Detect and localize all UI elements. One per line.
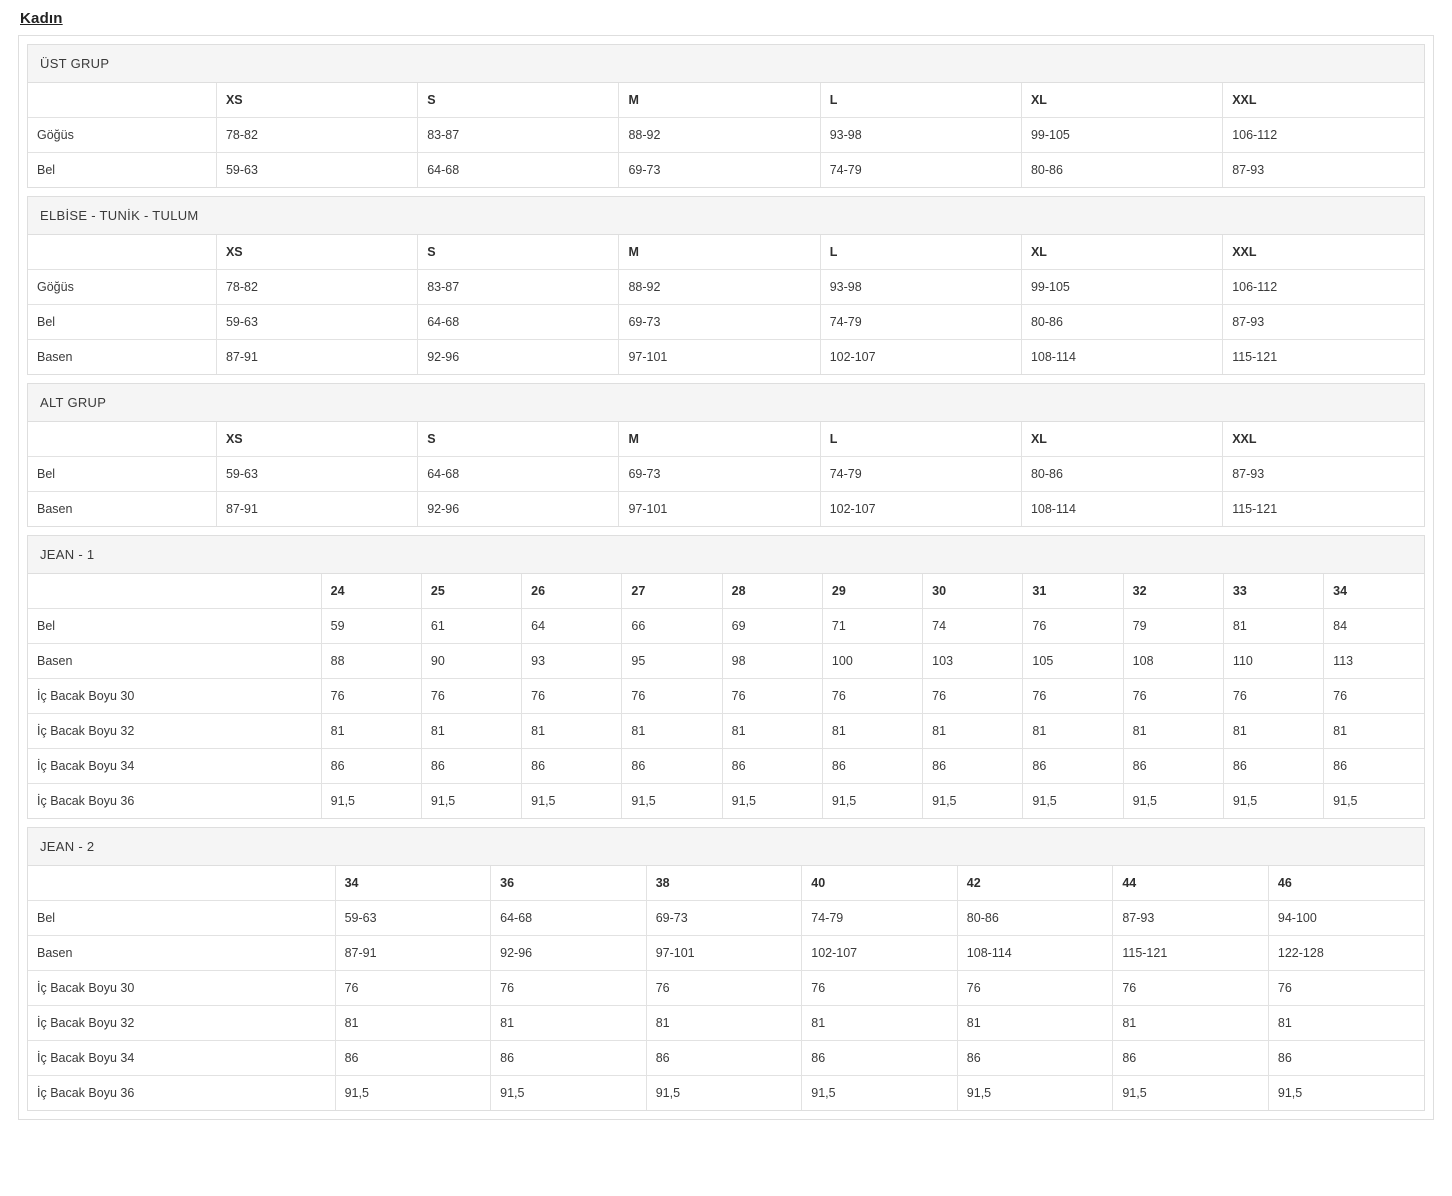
column-header: XL: [1021, 422, 1222, 457]
column-header: 40: [802, 866, 958, 901]
table-row: [28, 1076, 1424, 1111]
measurement-cell: 76: [822, 679, 922, 714]
measurement-cell: 115-121: [1113, 936, 1269, 971]
measurement-cell: 74-79: [820, 305, 1021, 340]
measurement-cell: 86: [421, 749, 521, 784]
column-header: L: [820, 422, 1021, 457]
measurement-cell: 106-112: [1223, 118, 1424, 153]
column-header: XXL: [1223, 422, 1424, 457]
row-label: Basen: [28, 936, 335, 971]
table-row: [28, 340, 1424, 375]
row-label: İç Bacak Boyu 34: [28, 1041, 335, 1076]
measurement-cell: 91,5: [491, 1076, 647, 1111]
measurement-cell: 81: [646, 1006, 802, 1041]
table-corner-cell: [28, 422, 216, 457]
column-header: XL: [1021, 235, 1222, 270]
measurement-cell: 66: [622, 609, 722, 644]
measurement-cell: 80-86: [1021, 305, 1222, 340]
column-header: 31: [1023, 574, 1123, 609]
measurement-cell: 78-82: [216, 270, 417, 305]
measurement-cell: 105: [1023, 644, 1123, 679]
measurement-cell: 69: [722, 609, 822, 644]
measurement-cell: 81: [622, 714, 722, 749]
measurement-cell: 81: [1223, 714, 1323, 749]
measurement-cell: 87-93: [1232, 163, 1265, 177]
table-row: [28, 749, 1424, 784]
measurement-cell: 86: [646, 1041, 802, 1076]
panel-header-ust-grup: ÜST GRUP: [28, 45, 1424, 83]
measurement-cell: 88-92: [619, 270, 820, 305]
size-panel-jean-2: [27, 827, 1425, 1111]
measurement-cell: 81: [1113, 1006, 1269, 1041]
measurement-cell: 86: [822, 749, 922, 784]
measurement-cell: 81: [923, 714, 1023, 749]
measurement-cell: 81: [522, 714, 622, 749]
column-header: S: [418, 422, 619, 457]
measurement-cell: 91,5: [923, 784, 1023, 819]
row-label: Basen: [28, 644, 321, 679]
size-panel-ust-grup: [27, 44, 1425, 188]
column-header: XXL: [1223, 83, 1424, 118]
measurement-cell: 91,5: [1123, 784, 1223, 819]
panel-list: [19, 44, 1433, 1111]
measurement-cell: 76: [335, 971, 491, 1006]
table-row: [28, 644, 1424, 679]
column-header: 34: [1324, 574, 1424, 609]
table-row: [28, 118, 1424, 153]
measurement-cell: 113: [1324, 644, 1424, 679]
measurement-cell: 99-105: [1021, 270, 1222, 305]
measurement-cell: 93-98: [820, 270, 1021, 305]
measurement-cell: 74-79: [802, 901, 958, 936]
panel-header-jean-1: JEAN - 1: [28, 536, 1424, 574]
row-label: İç Bacak Boyu 32: [28, 714, 321, 749]
measurement-cell: 86: [1113, 1041, 1269, 1076]
panel-header-alt-grup: ALT GRUP: [28, 384, 1424, 422]
measurement-cell: 91,5: [335, 1076, 491, 1111]
column-header: L: [820, 83, 1021, 118]
measurement-cell: 81: [335, 1006, 491, 1041]
row-label: İç Bacak Boyu 34: [28, 749, 321, 784]
measurement-cell: 69-73: [646, 901, 802, 936]
measurement-cell: 87-91: [216, 492, 417, 527]
measurement-cell: 76: [622, 679, 722, 714]
measurement-cell: 108: [1123, 644, 1223, 679]
measurement-cell: 108-114: [1021, 340, 1222, 375]
size-table-ust-grup: [28, 83, 1424, 187]
measurement-cell: 64-68: [418, 457, 619, 492]
measurement-cell: 76: [522, 679, 622, 714]
measurement-cell: 76: [491, 971, 647, 1006]
column-header: 33: [1223, 574, 1323, 609]
column-header: 30: [923, 574, 1023, 609]
size-panel-jean-1: [27, 535, 1425, 819]
measurement-cell: 115-121: [1232, 350, 1278, 364]
size-table-elbise-tunik-tulum: [28, 235, 1424, 374]
page-title: Kadın: [20, 10, 63, 27]
measurement-cell: 91,5: [646, 1076, 802, 1111]
column-header: M: [619, 235, 820, 270]
measurement-cell: 86: [335, 1041, 491, 1076]
column-header: M: [619, 422, 820, 457]
table-row: [28, 153, 1424, 188]
column-header: 25: [421, 574, 521, 609]
row-label: Göğüs: [28, 118, 216, 153]
column-header: 46: [1268, 866, 1424, 901]
measurement-cell: 81: [1268, 1006, 1424, 1041]
measurement-cell: 110: [1223, 644, 1323, 679]
column-header: 36: [491, 866, 647, 901]
measurement-cell: 97-101: [646, 936, 802, 971]
measurement-cell: 71: [822, 609, 922, 644]
measurement-cell: 76: [802, 971, 958, 1006]
measurement-cell: 102-107: [820, 492, 1021, 527]
table-row: [28, 492, 1424, 527]
measurement-cell: 76: [923, 679, 1023, 714]
panel-header-elbise-tunik-tulum: ELBİSE - TUNİK - TULUM: [28, 197, 1424, 235]
measurement-cell: 64-68: [491, 901, 647, 936]
measurement-cell: 91,5: [321, 784, 421, 819]
measurement-cell: 81: [722, 714, 822, 749]
measurement-cell: 61: [421, 609, 521, 644]
column-header: 28: [722, 574, 822, 609]
table-row: [28, 971, 1424, 1006]
measurement-cell: 76: [646, 971, 802, 1006]
measurement-cell: 86: [1324, 749, 1424, 784]
measurement-cell: 80-86: [1021, 457, 1222, 492]
measurement-cell: 86: [1268, 1041, 1424, 1076]
row-label: İç Bacak Boyu 32: [28, 1006, 335, 1041]
column-header: 27: [622, 574, 722, 609]
measurement-cell: 98: [722, 644, 822, 679]
measurement-cell: 93: [522, 644, 622, 679]
measurement-cell: 81: [491, 1006, 647, 1041]
measurement-cell: 91,5: [802, 1076, 958, 1111]
measurement-cell: 108-114: [957, 936, 1113, 971]
measurement-cell: 76: [1223, 679, 1323, 714]
measurement-cell: 102-107: [802, 936, 958, 971]
table-corner-cell: [28, 866, 335, 901]
table-row: [28, 714, 1424, 749]
row-label: İç Bacak Boyu 36: [28, 1076, 335, 1111]
table-row: [28, 901, 1424, 936]
measurement-cell: 81: [957, 1006, 1113, 1041]
measurement-cell: 91,5: [957, 1076, 1113, 1111]
measurement-cell: 97-101: [619, 340, 820, 375]
measurement-cell: 59-63: [335, 901, 491, 936]
table-header-row: [28, 83, 1424, 118]
measurement-cell: 91,5: [1223, 784, 1323, 819]
row-label: Bel: [28, 153, 216, 188]
table-header-row: [28, 574, 1424, 609]
measurement-cell: 88: [321, 644, 421, 679]
column-header: L: [820, 235, 1021, 270]
row-label: İç Bacak Boyu 30: [28, 971, 335, 1006]
table-corner-cell: [28, 235, 216, 270]
row-label: Basen: [28, 340, 216, 375]
measurement-cell: 76: [1324, 679, 1424, 714]
measurement-cell: 81: [421, 714, 521, 749]
measurement-cell: 86: [1023, 749, 1123, 784]
measurement-cell: 76: [957, 971, 1113, 1006]
table-header-row: [28, 235, 1424, 270]
column-header: 42: [957, 866, 1113, 901]
measurement-cell: 86: [491, 1041, 647, 1076]
measurement-cell: 87-93: [1113, 901, 1269, 936]
measurement-cell: 92-96: [491, 936, 647, 971]
measurement-cell: 91,5: [722, 784, 822, 819]
row-label: Bel: [28, 457, 216, 492]
measurement-cell: 78-82: [216, 118, 417, 153]
column-header: XXL: [1223, 235, 1424, 270]
measurement-cell: 93-98: [820, 118, 1021, 153]
measurement-cell: 91,5: [1333, 794, 1358, 808]
measurement-cell: 79: [1123, 609, 1223, 644]
measurement-cell: 106-112: [1223, 270, 1424, 305]
measurement-cell: 91,5: [421, 784, 521, 819]
size-panel-elbise-tunik-tulum: [27, 196, 1425, 375]
column-header: 44: [1113, 866, 1269, 901]
measurement-cell: 83-87: [418, 118, 619, 153]
column-header: 32: [1123, 574, 1223, 609]
measurement-cell: 92-96: [418, 340, 619, 375]
measurement-cell: 83-87: [418, 270, 619, 305]
table-corner-cell: [28, 574, 321, 609]
column-header: XS: [216, 235, 417, 270]
size-table-jean-1: [28, 574, 1424, 818]
row-label: Bel: [28, 305, 216, 340]
measurement-cell: 86: [622, 749, 722, 784]
measurement-cell: 91,5: [522, 784, 622, 819]
size-table-jean-2: [28, 866, 1424, 1110]
measurement-cell: 84: [1324, 609, 1424, 644]
panels-container: [18, 35, 1434, 1120]
measurement-cell: 74: [923, 609, 1023, 644]
measurement-cell: 76: [1123, 679, 1223, 714]
measurement-cell: 76: [1113, 971, 1269, 1006]
column-header: 34: [335, 866, 491, 901]
measurement-cell: 102-107: [820, 340, 1021, 375]
table-row: [28, 936, 1424, 971]
column-header: 26: [522, 574, 622, 609]
measurement-cell: 69-73: [619, 153, 820, 188]
measurement-cell: 87-93: [1223, 457, 1424, 492]
measurement-cell: 86: [957, 1041, 1113, 1076]
table-row: [28, 305, 1424, 340]
measurement-cell: 92-96: [418, 492, 619, 527]
table-row: [28, 457, 1424, 492]
measurement-cell: 64: [522, 609, 622, 644]
table-row: [28, 784, 1424, 819]
measurement-cell: 80-86: [957, 901, 1113, 936]
table-row: [28, 1041, 1424, 1076]
column-header: M: [619, 83, 820, 118]
measurement-cell: 59-63: [216, 153, 417, 188]
measurement-cell: 76: [1023, 679, 1123, 714]
row-label: Basen: [28, 492, 216, 527]
measurement-cell: 59-63: [216, 305, 417, 340]
measurement-cell: 87-91: [335, 936, 491, 971]
measurement-cell: 76: [1268, 971, 1424, 1006]
table-row: [28, 270, 1424, 305]
measurement-cell: 87-93: [1223, 305, 1424, 340]
table-corner-cell: [28, 83, 216, 118]
column-header: 24: [321, 574, 421, 609]
measurement-cell: 76: [321, 679, 421, 714]
measurement-cell: 87-91: [216, 340, 417, 375]
column-header: S: [418, 83, 619, 118]
row-label: Göğüs: [28, 270, 216, 305]
measurement-cell: 91,5: [1023, 784, 1123, 819]
measurement-cell: 74-79: [820, 457, 1021, 492]
measurement-cell: 86: [321, 749, 421, 784]
column-header: XL: [1021, 83, 1222, 118]
measurement-cell: 122-128: [1268, 936, 1424, 971]
table-row: [28, 1006, 1424, 1041]
measurement-cell: 91,5: [622, 784, 722, 819]
measurement-cell: 90: [421, 644, 521, 679]
row-label: İç Bacak Boyu 36: [28, 784, 321, 819]
column-header: 38: [646, 866, 802, 901]
measurement-cell: 97-101: [619, 492, 820, 527]
measurement-cell: 69-73: [619, 305, 820, 340]
table-header-row: [28, 866, 1424, 901]
measurement-cell: 94-100: [1268, 901, 1424, 936]
column-header: XS: [216, 422, 417, 457]
measurement-cell: 88-92: [619, 118, 820, 153]
measurement-cell: 81: [321, 714, 421, 749]
column-header: XS: [216, 83, 417, 118]
measurement-cell: 103: [923, 644, 1023, 679]
measurement-cell: 95: [622, 644, 722, 679]
measurement-cell: 69-73: [619, 457, 820, 492]
panel-header-jean-2: JEAN - 2: [28, 828, 1424, 866]
measurement-cell: 86: [722, 749, 822, 784]
measurement-cell: 86: [1123, 749, 1223, 784]
measurement-cell: 86: [923, 749, 1023, 784]
column-header: S: [418, 235, 619, 270]
measurement-cell: 74-79: [820, 153, 1021, 188]
table-header-row: [28, 422, 1424, 457]
row-label: Bel: [28, 609, 321, 644]
measurement-cell: 76: [1023, 609, 1123, 644]
measurement-cell: 81: [802, 1006, 958, 1041]
row-label: Bel: [28, 901, 335, 936]
measurement-cell: 59: [321, 609, 421, 644]
measurement-cell: 91,5: [1277, 1086, 1303, 1100]
measurement-cell: 81: [1123, 714, 1223, 749]
measurement-cell: 81: [1223, 609, 1323, 644]
table-row: [28, 679, 1424, 714]
measurement-cell: 64-68: [418, 153, 619, 188]
measurement-cell: 91,5: [1113, 1076, 1269, 1111]
measurement-cell: 64-68: [418, 305, 619, 340]
measurement-cell: 100: [822, 644, 922, 679]
measurement-cell: 86: [522, 749, 622, 784]
table-row: [28, 609, 1424, 644]
size-table-alt-grup: [28, 422, 1424, 526]
measurement-cell: 81: [1023, 714, 1123, 749]
measurement-cell: 81: [1324, 714, 1424, 749]
size-panel-alt-grup: [27, 383, 1425, 527]
measurement-cell: 86: [1223, 749, 1323, 784]
row-label: İç Bacak Boyu 30: [28, 679, 321, 714]
measurement-cell: 91,5: [822, 784, 922, 819]
measurement-cell: 115-121: [1232, 502, 1278, 516]
measurement-cell: 99-105: [1021, 118, 1222, 153]
measurement-cell: 59-63: [216, 457, 417, 492]
measurement-cell: 108-114: [1021, 492, 1222, 527]
measurement-cell: 76: [722, 679, 822, 714]
column-header: 29: [822, 574, 922, 609]
measurement-cell: 76: [421, 679, 521, 714]
measurement-cell: 86: [802, 1041, 958, 1076]
measurement-cell: 80-86: [1021, 153, 1222, 188]
measurement-cell: 81: [822, 714, 922, 749]
